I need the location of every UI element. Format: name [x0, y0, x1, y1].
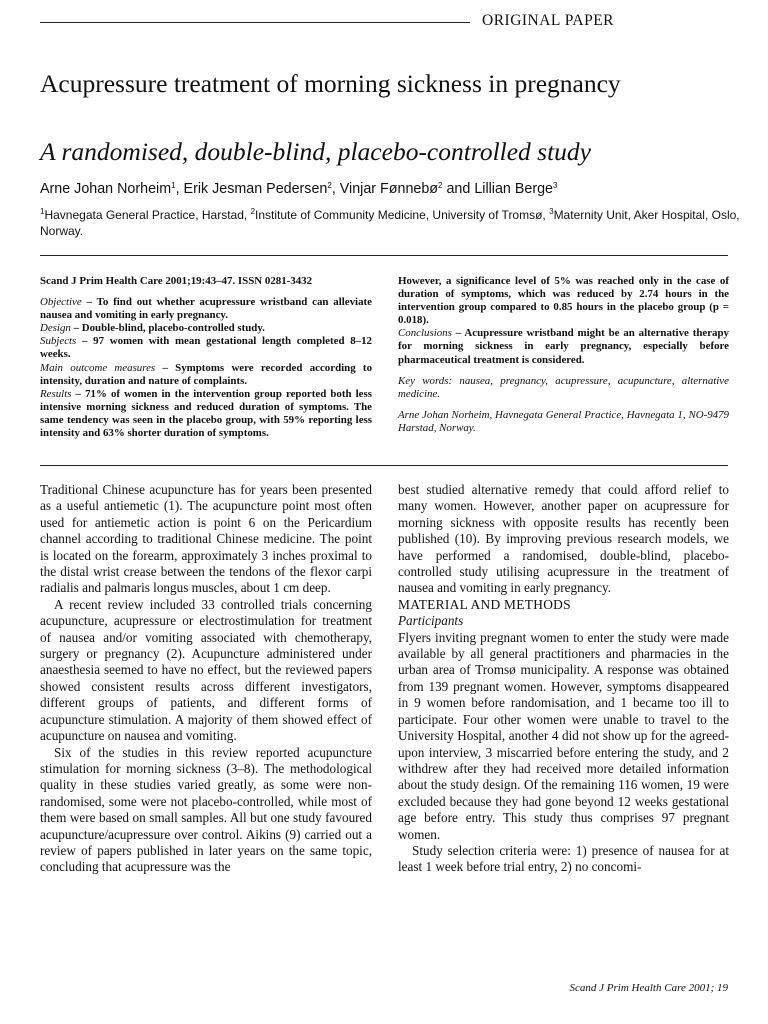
correspondence-text: Arne Johan Norheim, Havnegata General Practice, Havnegata 1, NO-9479 Harstad, Norway.	[398, 408, 729, 434]
abstract-right-column	[398, 275, 729, 435]
author-name: Lillian Berge	[474, 181, 553, 197]
abstract-keywords	[398, 375, 729, 401]
journal-citation: Scand J Prim Health Care 2001;19:43–47. ISSN 0281-3432	[40, 275, 313, 287]
body-paragraph: Flyers inviting pregnant women to enter the study were made available by all general practitioners and pharmacies in the urban area of Tromsø municipality. A response was obtained from 139 pregnant women. However, symptoms disappeared in 9 women before randomisation, and 1 became too ill to participate. Four other women were unable to travel to the University Hospital, another 4 did not show up for the agreed-upon interview, 3 miscarried before entering the study, and 2 withdrew after they had received more detailed information about the study design. Of the remaining 116 women, 19 were excluded because they had gone beyond 12 weeks gestational age before entry. This study thus comprises 97 pregnant women.	[398, 629, 729, 842]
author-affil-sup: 3	[553, 181, 558, 190]
objective-text: – To find out whether acupressure wristband can alleviate nausea and vomiting in early pregnancy.	[40, 296, 372, 322]
abstract-top-rule	[40, 255, 728, 256]
affil-text: Institute of Community Medicine, University of Tromsø,	[255, 208, 550, 222]
abstract-design	[40, 322, 372, 335]
body-paragraph: Traditional Chinese acupuncture has for years been presented as a useful antiemetic (1). The acupuncture point most often used for antiemetic action is point 6 on the Pericardium channel according to traditional Chinese medicine. The point is located on the forearm, approximately 3 inches proximal to the distal wrist crease between the tendons of the flexor carpi radialis and palmaris longus muscles, about 1 cm deep.	[40, 482, 372, 596]
article-subtitle: A randomised, double-blind, placebo-controlled study	[40, 137, 592, 166]
body-left-column	[40, 482, 372, 876]
author-name: Vinjar Fønnebø	[339, 181, 439, 197]
abstract-bottom-rule	[40, 465, 728, 466]
results-text: – 71% of women in the intervention group reported both less intensive morning sickness and reduced duration of symptoms. The same tendency was seen in the placebo group, with 59% reporting less intensity and 63% shorter duration of symptoms.	[40, 387, 372, 440]
abstract-conclusions	[398, 327, 729, 366]
affil-sup: 1	[40, 207, 45, 216]
author-name: Erik Jesman Pedersen	[183, 181, 328, 197]
body-paragraph: Six of the studies in this review reported acupuncture stimulation for morning sickness (3–8). The methodological quality in these studies varied greatly, as some were non-randomised, some were not placebo-controlled, while most of them were based on small samples. All but one study favoured acupuncture/acupressure over control. Aikins (9) carried out a review of papers published in later years on the same topic, concluding that acupressure was the	[40, 744, 372, 875]
subjects-label: Subjects	[40, 335, 77, 348]
body-paragraph: Study selection criteria were: 1) presence of nausea for at least 1 week before trial entry, 2) no concomi-	[398, 842, 729, 875]
author-sep: and	[442, 181, 475, 197]
conclusions-text: – Acupressure wristband might be an alternative therapy for morning sickness in early pregnancy, especially before pharmaceutical treatment is considered.	[398, 327, 729, 366]
results-label: Results	[40, 387, 72, 400]
outcome-label: Main outcome measures	[40, 361, 156, 374]
affil-text: Maternity Unit, Aker Hospital, Oslo, Norway.	[40, 208, 740, 238]
author-affil-sup: 2	[438, 181, 443, 190]
author-affil-sup: 2	[327, 181, 332, 190]
body-paragraph: A recent review included 33 controlled trials concerning acupuncture, acupressure or electrostimulation for treatment of nausea and/or vomiting associated with chemotherapy, surgery or pregnancy (2). Acupuncture administered under anaesthesia seemed to have no effect, but the reviewed papers showed consistent results across different investigators, different groups of patients, and different forms of acupuncture stimulation. A majority of them showed effect of acupuncture on nausea and vomiting.	[40, 596, 372, 744]
design-text: – Double-blind, placebo-controlled study.	[70, 322, 265, 335]
affil-text: Havnegata General Practice, Harstad,	[44, 208, 251, 222]
page-footer: Scand J Prim Health Care 2001; 19	[569, 982, 728, 994]
affil-sup: 3	[549, 207, 554, 216]
article-title: Acupressure treatment of morning sickness in pregnancy	[40, 69, 621, 98]
article-type-label: ORIGINAL PAPER	[482, 12, 615, 29]
author-name: Arne Johan Norheim	[40, 181, 172, 197]
abstract-results-continued: However, a significance level of 5% was reached only in the case of duration of symptoms, which was reduced by 2.74 hours in the intervention group compared to 0.85 hours in the placebo group (p = 0.018).	[398, 275, 729, 327]
correspondence	[398, 409, 729, 435]
body-paragraph: best studied alternative remedy that could afford relief to many women. However, another paper on acupressure for morning sickness with opposite results has recently been published (10). By improving previous research models, we have performed a randomised, double-blind, placebo-controlled study utilising acupressure in the treatment of nausea and vomiting in early pregnancy.	[398, 482, 729, 596]
objective-label: Objective	[40, 296, 82, 309]
body-right-column	[398, 482, 729, 876]
keywords-text: nausea, pregnancy, acupressure, acupuncture, alternative medicine.	[398, 374, 729, 400]
abstract-outcome	[40, 362, 372, 388]
abstract-results	[40, 388, 372, 440]
author-list	[40, 181, 557, 197]
design-label: Design	[40, 322, 71, 335]
subsection-heading: Participants	[398, 613, 464, 629]
outcome-text: – Symptoms were recorded according to intensity, duration and nature of complaints.	[40, 361, 373, 387]
abstract-subjects	[40, 335, 372, 361]
subjects-text: – 97 women with mean gestational length completed 8–12 weeks.	[40, 335, 372, 361]
header-rule	[40, 22, 470, 23]
section-heading: MATERIAL AND METHODS	[398, 596, 571, 612]
author-affil-sup: 1	[171, 181, 176, 190]
abstract-left-column	[40, 275, 372, 440]
author-sep: ,	[331, 181, 340, 197]
conclusions-label: Conclusions	[398, 327, 452, 340]
affiliations	[40, 208, 740, 239]
keywords-label: Key words:	[398, 374, 453, 387]
affil-sup: 2	[250, 207, 256, 216]
author-sep: ,	[175, 181, 184, 197]
abstract-objective	[40, 296, 372, 322]
